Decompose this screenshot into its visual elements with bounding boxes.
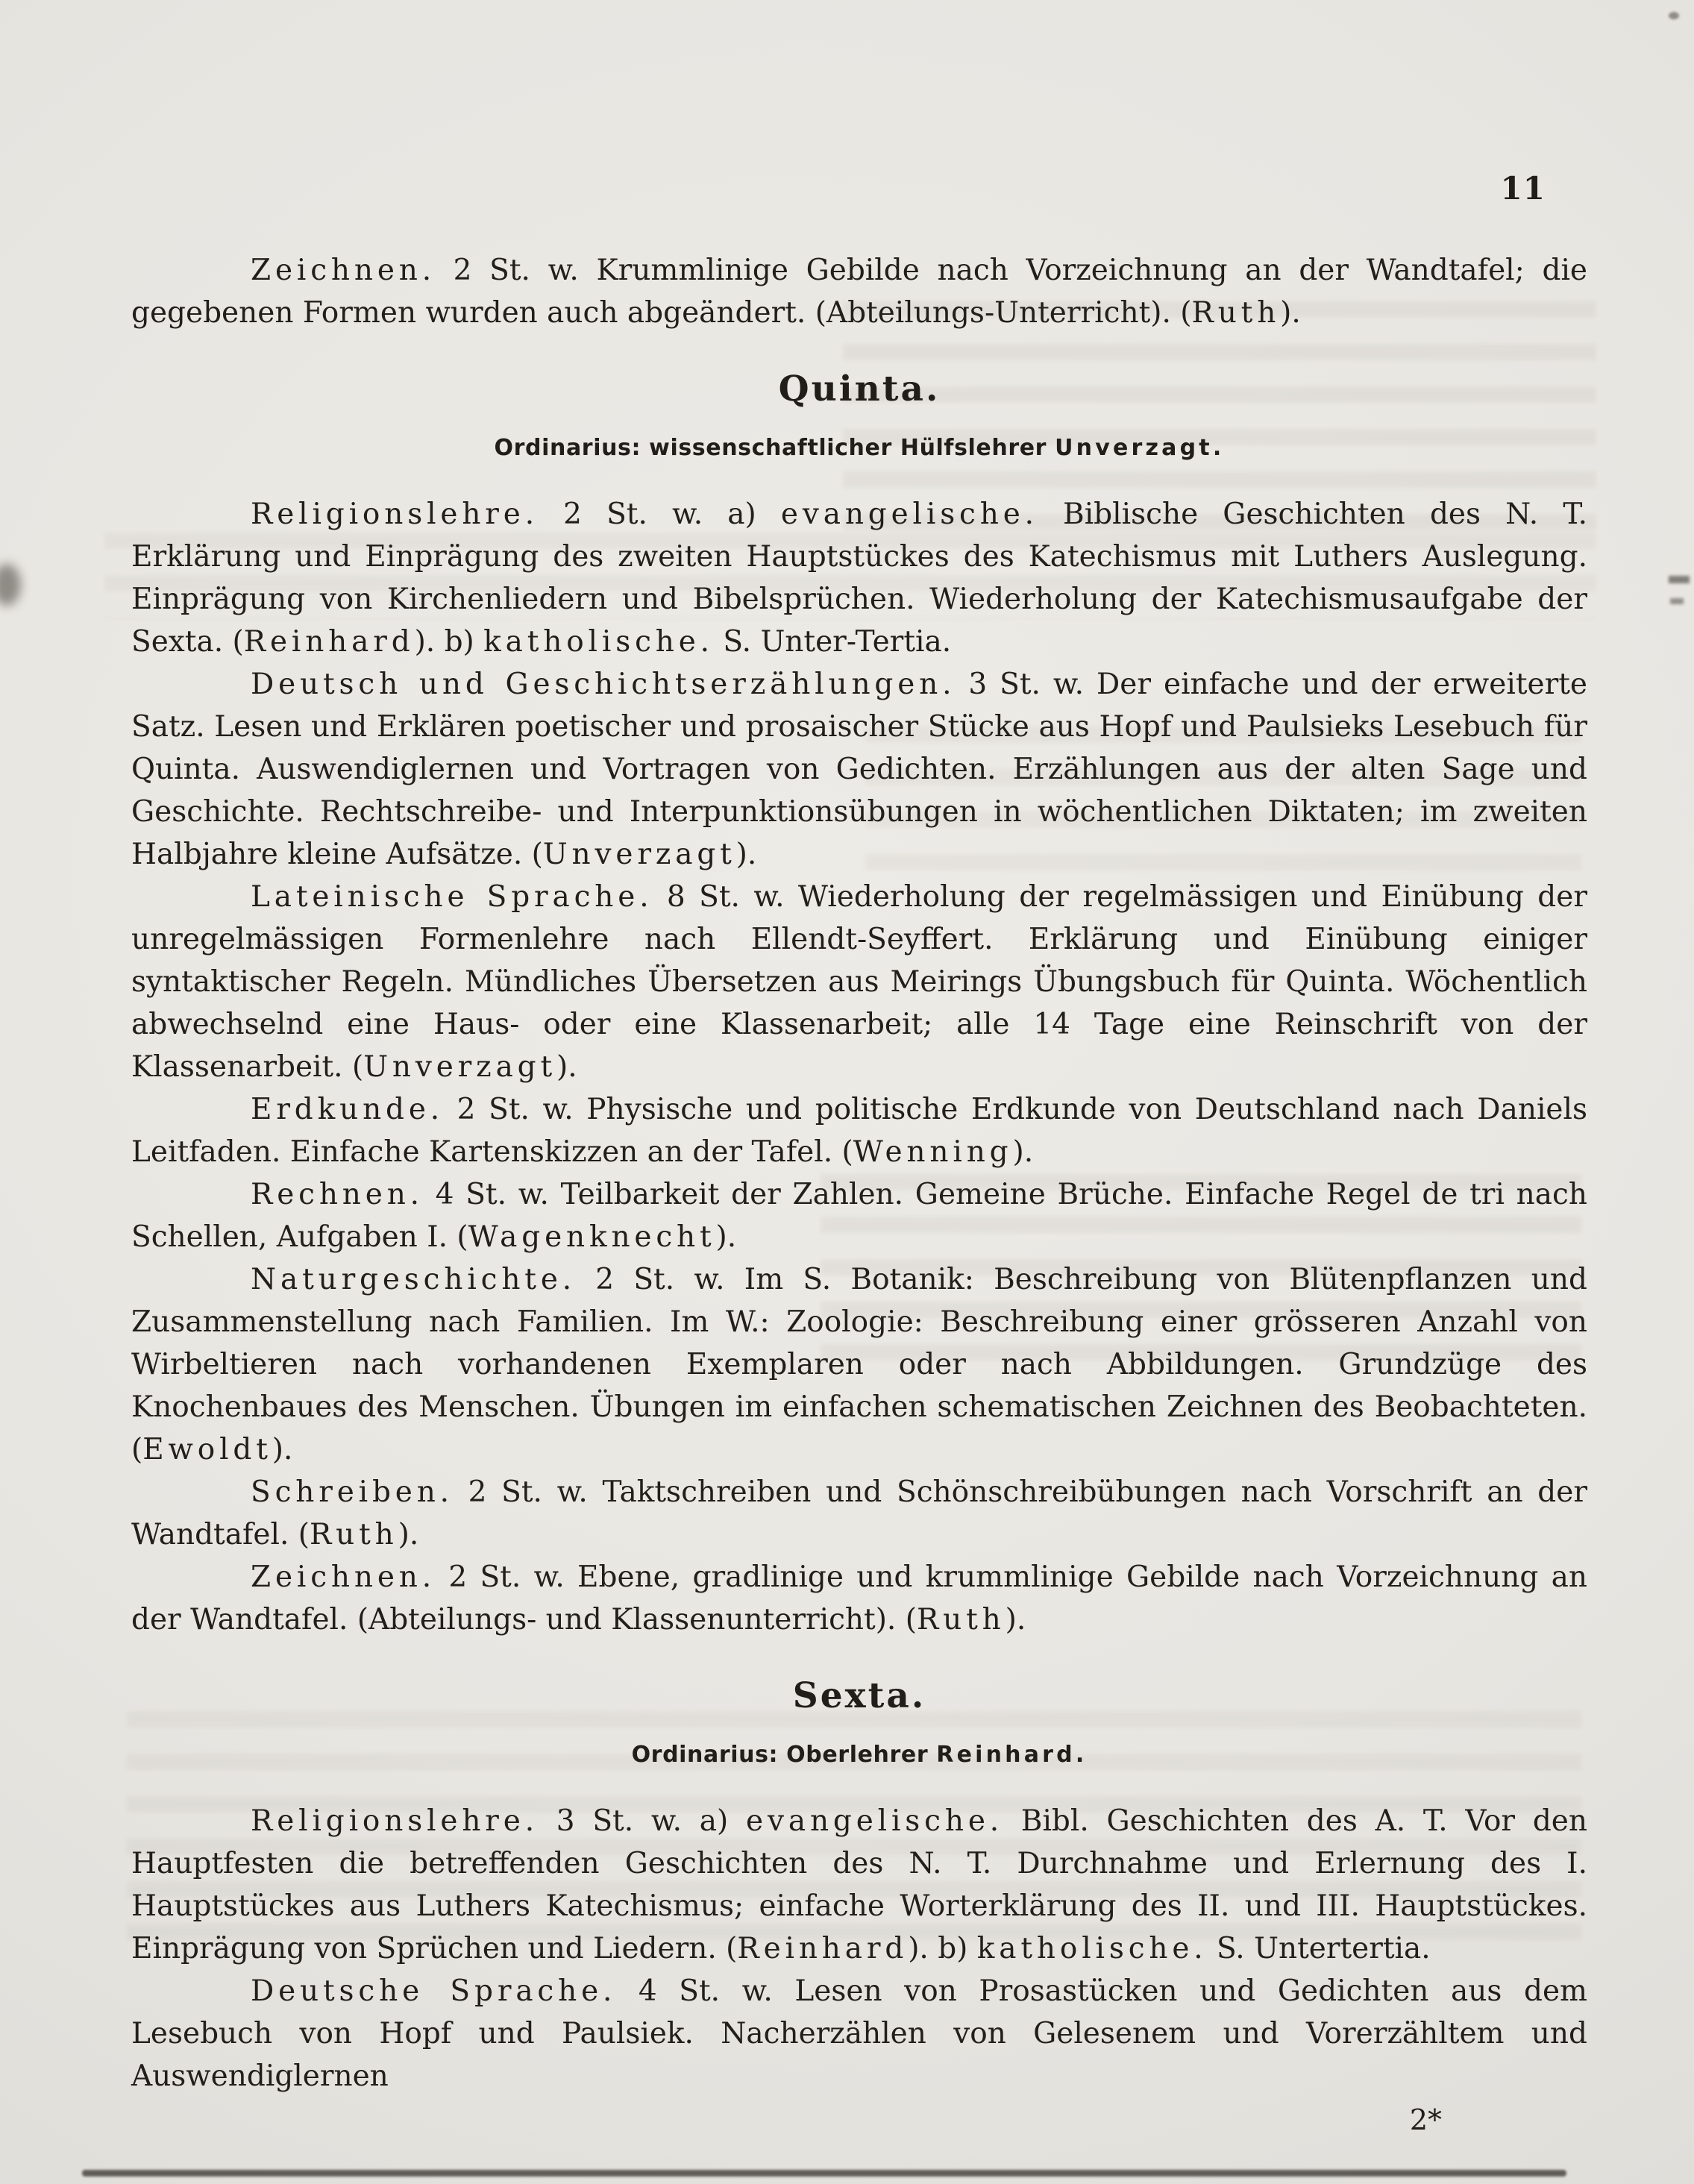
subject-paragraph [131,1970,1587,2097]
plain-text: Bibl. Geschichten des A. T. Vor den Hauptfesten die betreffenden Geschichten des N. T. Durchnahme und Erlernung des I. Hauptstückes aus Luthers Katechismus; einfache Worterklärung des II. und III. Hauptstückes. Einprägung von Sprüchen und Liedern. ( [131,1804,1588,1965]
letterspaced-text: Wagenknecht [468,1220,716,1254]
plain-text: S. Unter-Tertia. [713,625,952,659]
plain-text: ). [1280,296,1301,330]
plain-text: ). [556,1050,577,1084]
letterspaced-text: Wenning [853,1135,1013,1169]
letterspaced-text: Zeichnen. [251,254,436,287]
letterspaced-text: Schreiben. [251,1475,454,1509]
subject-paragraph [131,1258,1587,1471]
sections [131,368,1587,2097]
letterspaced-text: Unverzagt [542,838,736,871]
page-content [131,170,1587,2136]
letterspaced-text: evangelische. [780,498,1038,531]
letterspaced-text: Religionslehre. [251,1804,539,1838]
plain-text: 3 St. w. a) [538,1804,747,1838]
letterspaced-text: evangelische. [746,1804,1004,1838]
letterspaced-text: Deutsch und Geschichtserzählungen. [251,668,956,701]
plain-text: S. Untertertia. [1207,1932,1431,1965]
plain-text: ). [735,838,757,871]
letterspaced-text: Ruth [916,1603,1006,1637]
plain-text: 2 St. w. Taktschreiben und Schönschreibübungen nach Vorschrift an der Wandtafel. ( [131,1475,1587,1551]
plain-text: 2 St. w. Physische und politische Erdkunde von Deutschland nach Daniels Leitfaden. Einfache Kartenskizzen an der Tafel. ( [131,1093,1587,1169]
letterspaced-text: Ruth [1191,296,1281,330]
letterspaced-text: Lateinische Sprache. [251,880,653,914]
letterspaced-text: Rechnen. [251,1178,424,1211]
plain-text: 2 St. w. a) [538,498,781,531]
plain-text: 2 St. w. Ebene, gradlinige und krummlinige Gebilde nach Vorzeichnung an der Wandtafel. (Abteilungs- und Klassenunterricht). ( [131,1560,1587,1637]
subject-paragraph [131,1471,1587,1556]
letterspaced-text: Naturgeschichte. [251,1263,577,1296]
scan-smudge [0,564,21,606]
plain-text: 3 St. w. Der einfache und der erweiterte Satz. Lesen und Erklären poetischer und prosaischer Stücke aus Hopf und Paulsieks Lesebuch für Quinta. Auswendiglernen und Vortragen von Gedichten. Erzählungen aus der alten Sage und Geschichte. Rechtschreibe- und Interpunktionsübungen in wöchentlichen Diktaten; im zweiten Halbjahre kleine Aufsätze. ( [131,668,1587,871]
letterspaced-text: Deutsche Sprache. [251,1974,617,2008]
section-title: Sexta. [792,1675,926,1716]
plain-text: ). [1005,1603,1026,1637]
plain-text: Ordinarius: wissenschaftlicher Hülfslehrer [494,435,1055,461]
section-title: Quinta. [778,368,941,410]
plain-text: Biblische Geschichten des N. T. Erklärung und Einprägung des zweiten Hauptstückes des Katechismus mit Luthers Auslegung. Einprägung von Kirchenliedern und Bibelsprüchen. Wiederholung der Katechismusaufgabe der Sexta. ( [131,498,1587,659]
ordinarius-line [131,435,1587,462]
subject-paragraph [131,876,1587,1088]
letterspaced-text: Reinhard [243,625,415,659]
letterspaced-text: Ewoldt [142,1433,272,1466]
plain-text: 2 St. w. Im S. Botanik: Beschreibung von Blütenpflanzen und Zusammenstellung nach Familien. Im W.: Zoologie: Beschreibung einer grösseren Anzahl von Wirbeltieren nach vorhandenen Exemplaren oder nach Abbildungen. Grundzüge des Knochenbaues des Menschen. Übungen im einfachen schematischen Zeichnen des Beobachteten. ( [131,1263,1587,1466]
letterspaced-text: Ruth [309,1518,398,1551]
section-sexta [131,1675,1587,2097]
plain-text: ). [1012,1135,1034,1169]
signature-mark: 2* [1409,2103,1442,2136]
page-number: 11 [1500,170,1546,207]
plain-text: Ordinarius: Oberlehrer [631,1742,937,1768]
letterspaced-text: Unverzagt [363,1050,557,1084]
scan-mark [1669,576,1690,583]
plain-text: ). [715,1220,737,1254]
subject-paragraph [131,493,1587,663]
letterspaced-text: Erdkunde. [251,1093,445,1126]
subject-paragraph [131,1088,1587,1173]
plain-text: ). [272,1433,293,1466]
ordinarius-line [131,1742,1587,1769]
scan-speck [1669,12,1679,19]
subject-paragraph [131,1800,1587,1970]
scan-mark [1670,598,1684,604]
plain-text: ). b) [908,1932,977,1965]
subject-paragraph [131,1173,1587,1258]
letterspaced-text: Religionslehre. [251,498,539,531]
letterspaced-text: katholische. [976,1932,1208,1965]
scan-edge-shadow [82,2170,1566,2177]
plain-text: 2 St. w. Krummlinige Gebilde nach Vorzeichnung an der Wandtafel; die gegebenen Formen wurden auch abgeändert. (Abteilungs-Unterricht). ( [131,254,1587,330]
section-quinta [131,368,1587,1641]
plain-text: ). [398,1518,419,1551]
plain-text: 4 St. w. Lesen von Prosastücken und Gedichten aus dem Lesebuch von Hopf und Paulsiek. Nacherzählen von Gelesenem und Vorerzähltem und Auswendiglernen [131,1974,1588,2093]
letterspaced-text: Reinhard. [936,1742,1088,1768]
intro-paragraph [131,249,1587,334]
subject-paragraph [131,663,1587,876]
plain-text: 4 St. w. Teilbarkeit der Zahlen. Gemeine Brüche. Einfache Regel de tri nach Schellen, Aufgaben I. ( [131,1178,1587,1254]
plain-text: ). b) [414,625,484,659]
letterspaced-text: Zeichnen. [251,1560,436,1594]
plain-text: 8 St. w. Wiederholung der regelmässigen und Einübung der unregelmässigen Formenlehre nach Ellendt-Seyffert. Erklärung und Einübung einiger syntaktischer Regeln. Mündliches Übersetzen aus Meirings Übungsbuch für Quinta. Wöchentlich abwechselnd eine Haus- oder eine Klassenarbeit; alle 14 Tage eine Reinschrift von der Klassenarbeit. ( [131,880,1587,1084]
letterspaced-text: Unverzagt. [1055,435,1225,461]
subject-paragraph [131,1556,1587,1641]
letterspaced-text: Reinhard [737,1932,909,1965]
letterspaced-text: katholische. [483,625,714,659]
